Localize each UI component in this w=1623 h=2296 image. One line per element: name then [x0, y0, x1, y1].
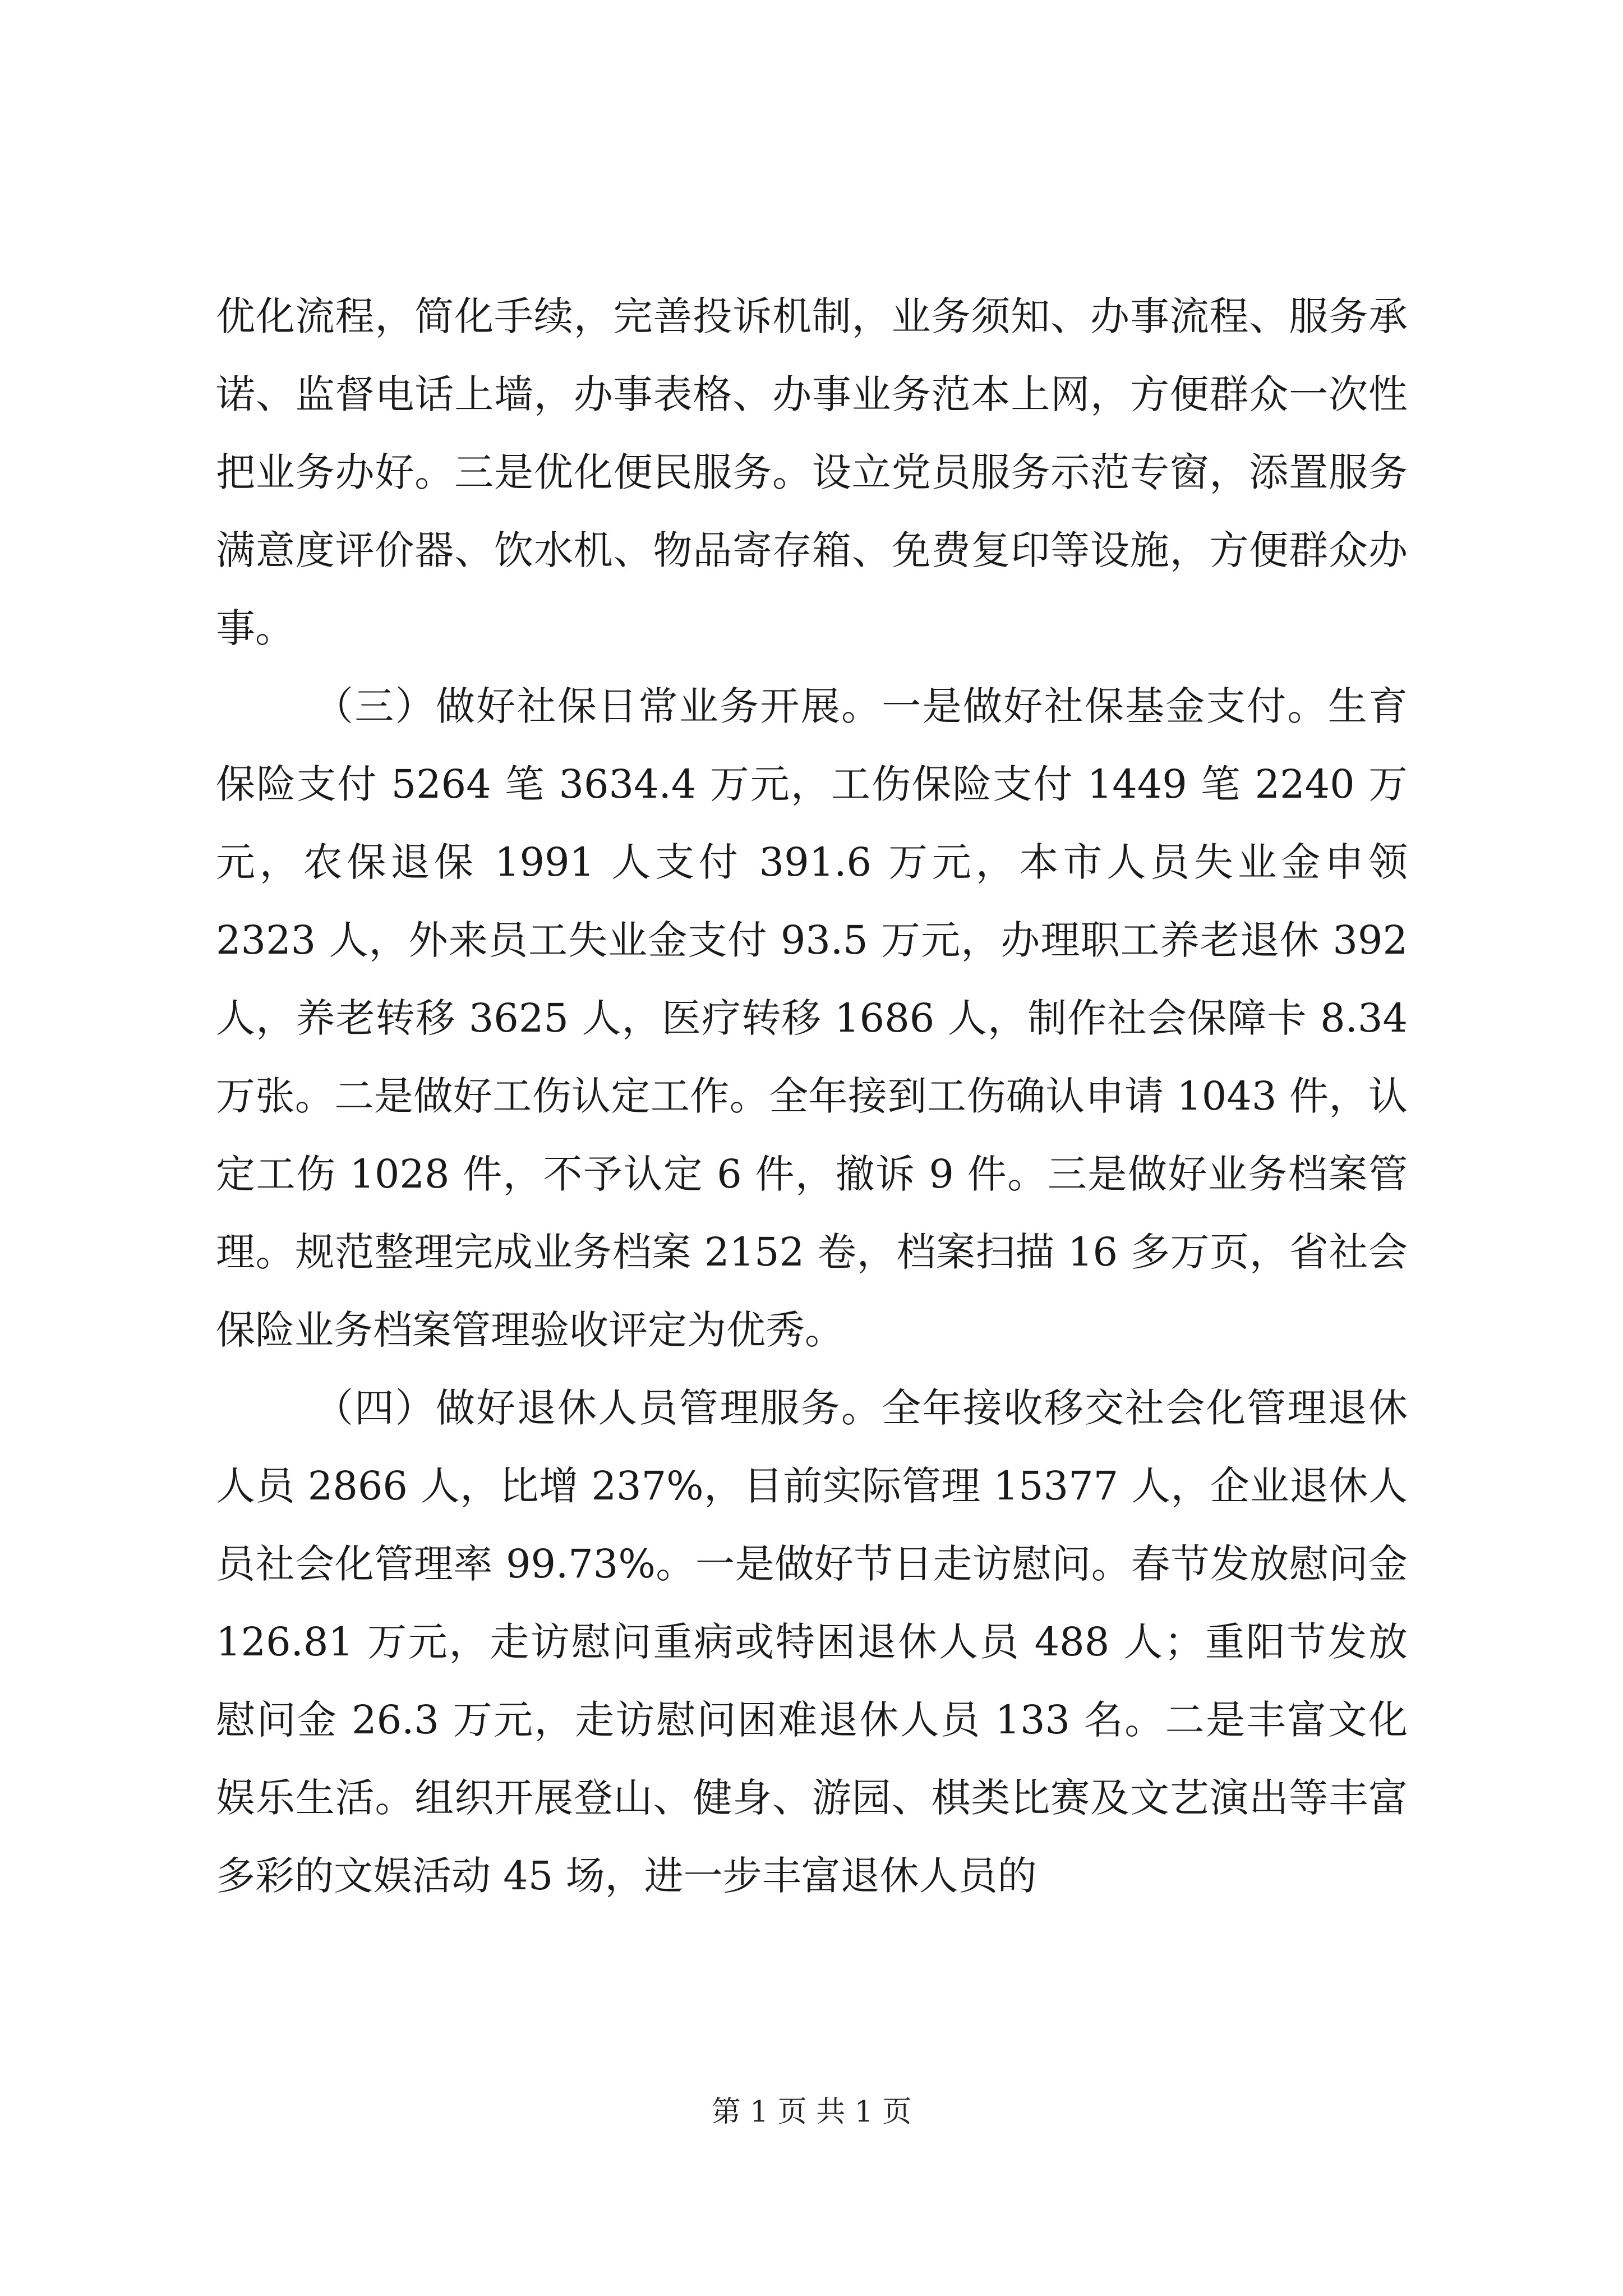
paragraph-retiree-management: （四）做好退休人员管理服务。全年接收移交社会化管理退休人员 2866 人，比增 237%，目前实际管理 15377 人，企业退休人员社会化管理率 99.73%。一是做好节日走访慰问。春节发放慰问金 126.81 万元，走访慰问重病或特困退休人员 488 人；重阳节发放慰问金 26.3 万元，走访慰问困难退休人员 133 名。二是丰富文化娱乐生活。组织开展登山、健身、游园、棋类比赛及文艺演出等丰富多彩的文娱活动 45 场，进一步丰富退休人员的	[216, 1385, 1408, 1899]
paragraph-continuation: 优化流程，简化手续，完善投诉机制，业务须知、办事流程、服务承诺、监督电话上墙，办事表格、办事业务范本上网，方便群众一次性把业务办好。三是优化便民服务。设立党员服务示范专窗，添置服务满意度评价器、饮水机、物品寄存箱、免费复印等设施，方便群众办事。	[216, 293, 1408, 651]
page-footer: 第 1 页 共 1 页	[711, 2095, 912, 2129]
paragraph-social-insurance-business: （三）做好社保日常业务开展。一是做好社保基金支付。生育保险支付 5264 笔 3634.4 万元，工伤保险支付 1449 笔 2240 万元，农保退保 1991 人支付 391.6 万元，本市人员失业金申领 2323 人，外来员工失业金支付 93.5 万元，办理职工养老退休 392 人，养老转移 3625 人，医疗转移 1686 人，制作社会保障卡 8.34 万张。二是做好工伤认定工作。全年接到工伤确认申请 1043 件，认定工伤 1028 件，不予认定 6 件，撤诉 9 件。三是做好业务档案管理。规范整理完成业务档案 2152 卷，档案扫描 16 多万页，省社会保险业务档案管理验收评定为优秀。	[216, 683, 1408, 1353]
document-body	[216, 278, 1408, 1915]
